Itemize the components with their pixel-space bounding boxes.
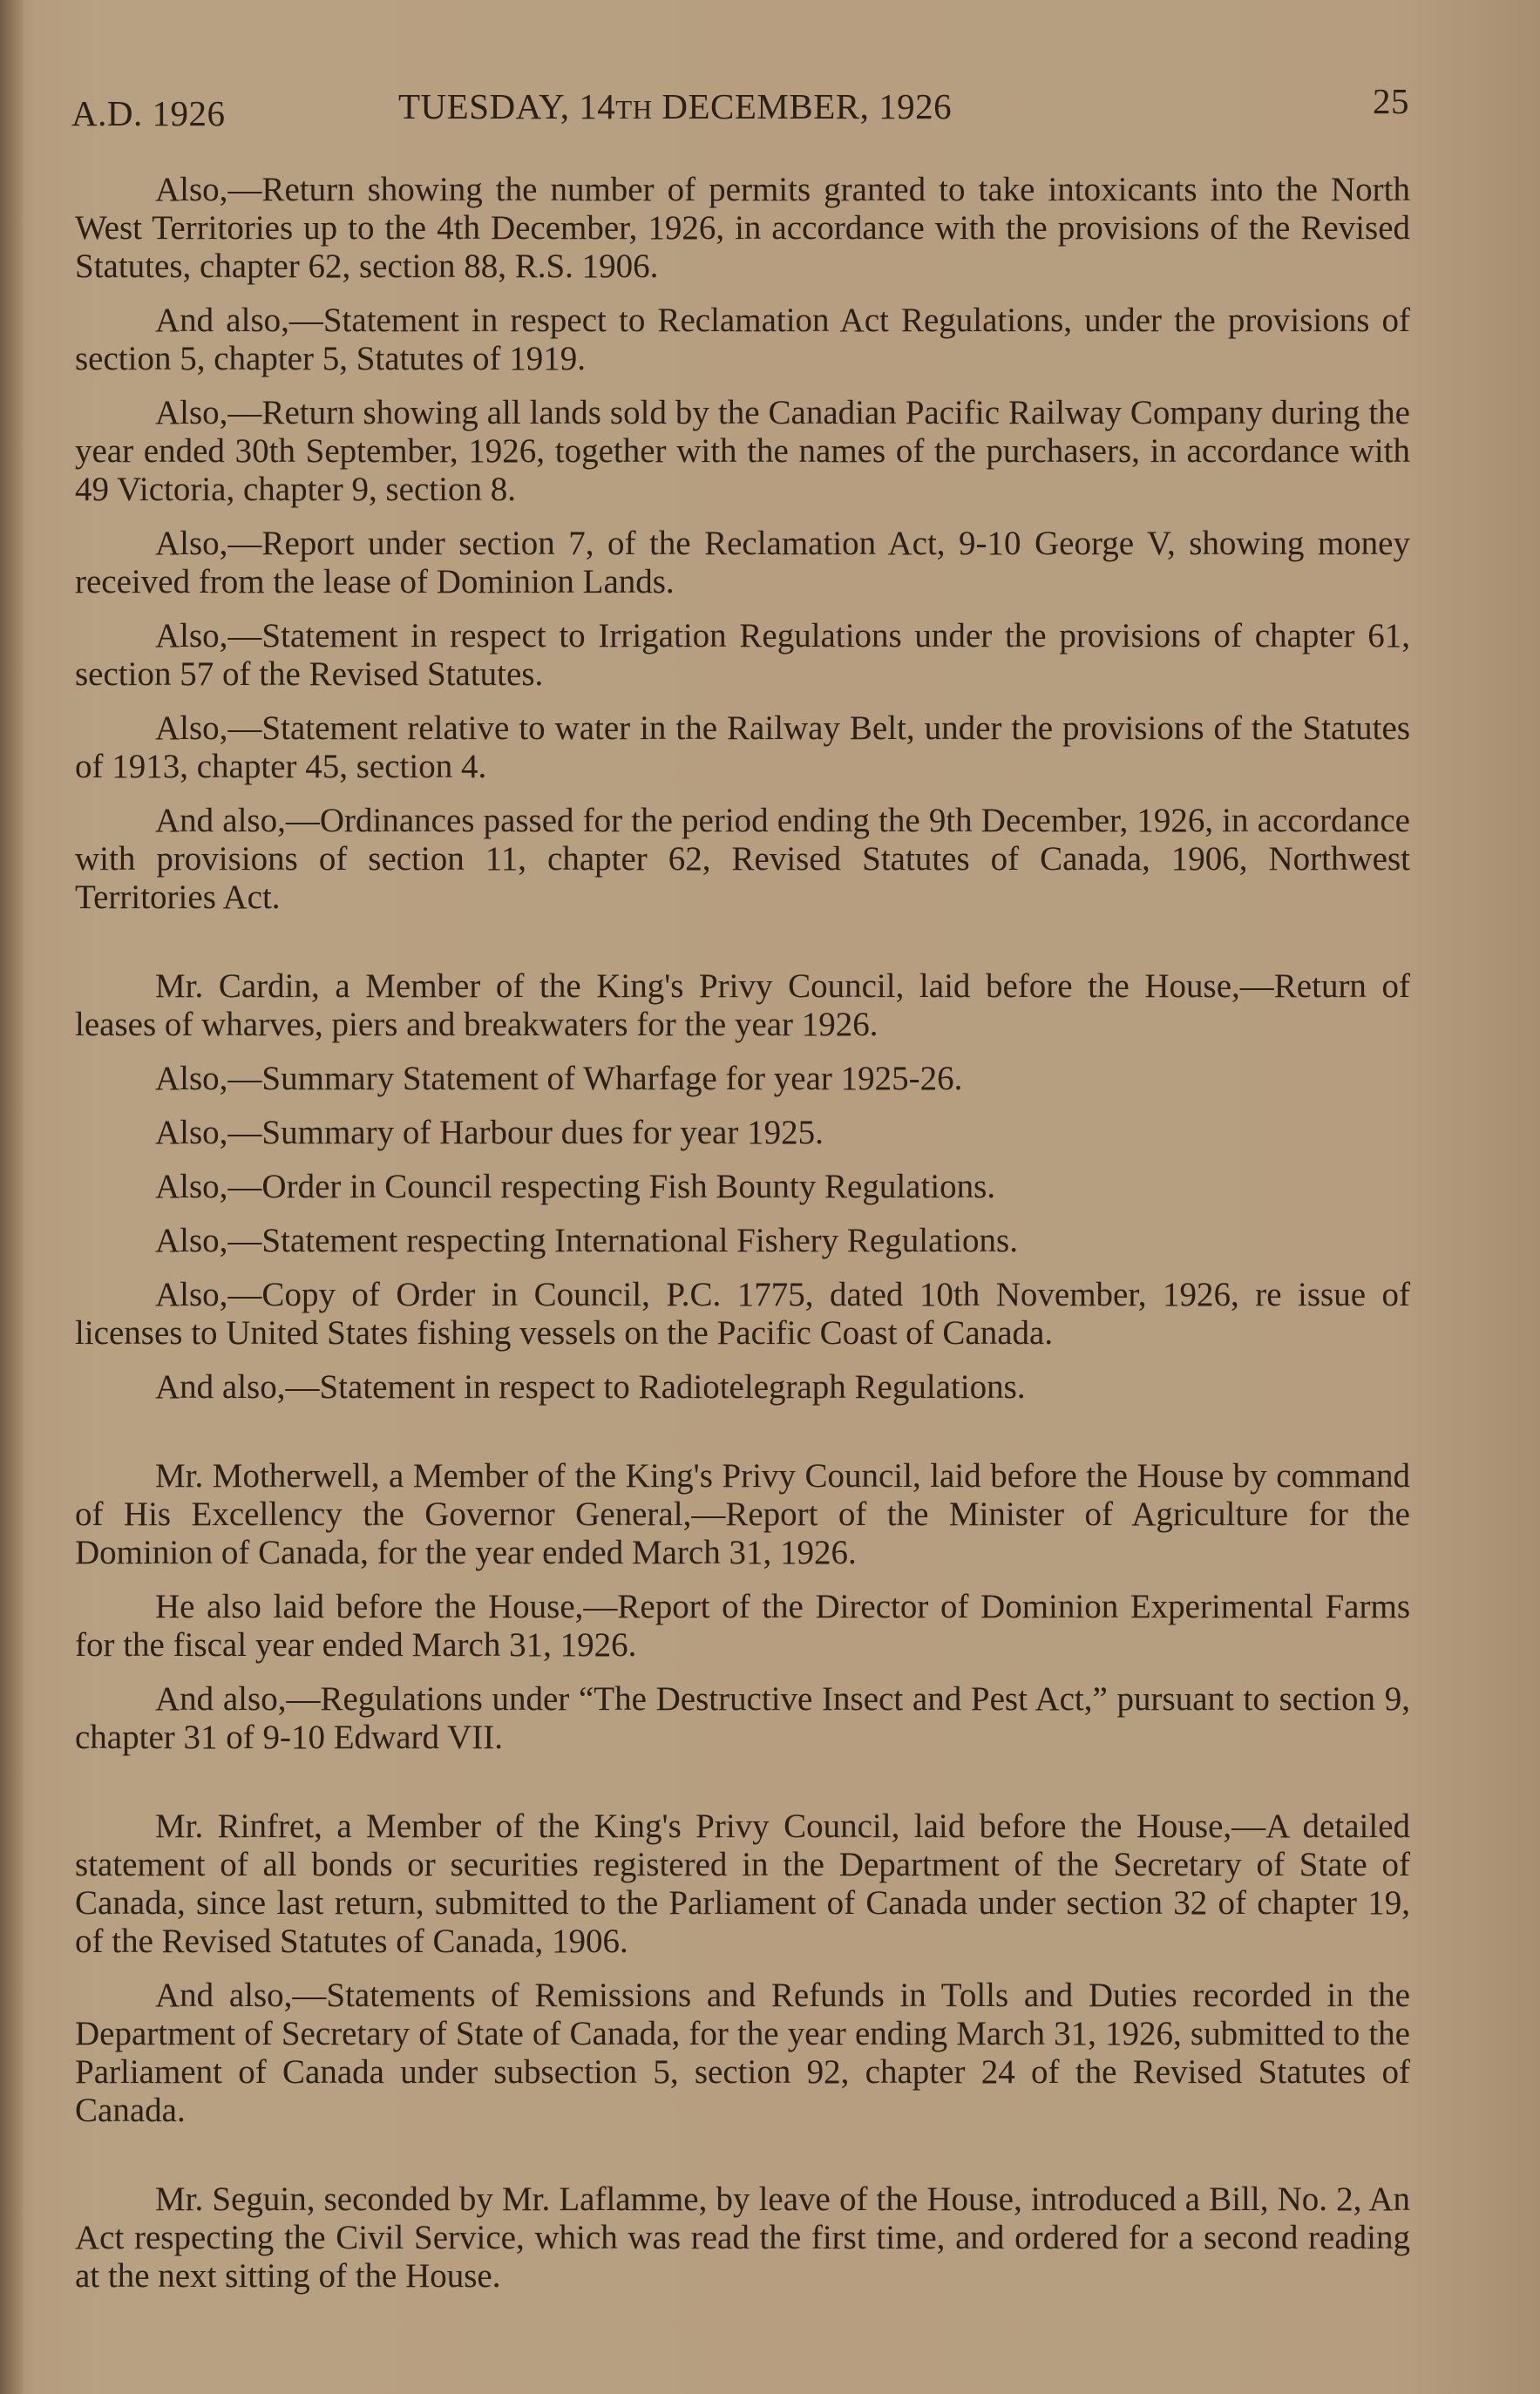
- paragraph: Also,—Statement in respect to Irrigation Regulations under the provisions of chapter 61, section 57 of the Revised Statutes.: [75, 617, 1410, 693]
- header-date-day: TUESDAY, 14: [398, 86, 616, 126]
- paragraph: He also laid before the House,—Report of the Director of Dominion Experimental Farms for the fiscal year ended March 31, 1926.: [75, 1588, 1410, 1664]
- paragraph: And also,—Statement in respect to Radiotelegraph Regulations.: [155, 1368, 1026, 1406]
- page-header: [71, 81, 1409, 138]
- block-seguin: [75, 2180, 1410, 2296]
- page-body: [75, 171, 1410, 2311]
- paragraph: And also,—Statement in respect to Reclamation Act Regulations, under the provisions of section 5, chapter 5, Statutes of 1919.: [75, 302, 1410, 377]
- paragraph: Mr. Rinfret, a Member of the King's Privy Council, laid before the House,—A detailed statement of all bonds or securities registered in the Department of the Secretary of State of Canada, since last return, submitted to the Parliament of Canada under section 32 of chapter 19, of the Revised Statutes of Canada, 1906.: [75, 1807, 1410, 1960]
- block-spacer: [75, 1773, 1410, 1807]
- header-date-month-year: DECEMBER, 1926: [652, 86, 953, 126]
- paragraph: Also,—Return showing all lands sold by the Canadian Pacific Railway Company during the year ended 30th September, 1926, together with the names of the purchasers, in accordance with 49 Victoria, chapter 9, section 8.: [75, 394, 1410, 508]
- block-spacer: [75, 2146, 1410, 2180]
- block-spacer: [75, 933, 1410, 967]
- page-number: 25: [1373, 81, 1409, 121]
- block-cardin: [75, 967, 1410, 1407]
- paragraph: And also,—Statements of Remissions and Refunds in Tolls and Duties recorded in the Department of Secretary of State of Canada, for the year ending March 31, 1926, submitted to the Parliament of Canada under subsection 5, section 92, chapter 24 of the Revised Statutes of Canada.: [75, 1977, 1410, 2129]
- paragraph: Also,—Report under section 7, of the Reclamation Act, 9-10 George V, showing money received from the lease of Dominion Lands.: [75, 525, 1410, 600]
- block-motherwell: [75, 1457, 1410, 1757]
- header-date-suffix: TH: [615, 94, 653, 125]
- paragraph: Also,—Summary of Harbour dues for year 1925.: [155, 1114, 824, 1151]
- paragraph: Also,—Order in Council respecting Fish Bounty Regulations.: [155, 1168, 996, 1205]
- block-returns: [75, 171, 1410, 917]
- paragraph: Also,—Summary Statement of Wharfage for year 1925-26.: [155, 1060, 963, 1097]
- paragraph: And also,—Regulations under “The Destructive Insect and Pest Act,” pursuant to section 9, chapter 31 of 9-10 Edward VII.: [75, 1680, 1410, 1756]
- paragraph: Mr. Seguin, seconded by Mr. Laflamme, by leave of the House, introduced a Bill, No. 2, An Act respecting the Civil Service, which was read the first time, and ordered for a second reading at the next sitting of the House.: [75, 2180, 1410, 2295]
- paragraph: And also,—Ordinances passed for the period ending the 9th December, 1926, in accordance with provisions of section 11, chapter 62, Revised Statutes of Canada, 1906, Northwest Territories Act.: [75, 802, 1410, 916]
- header-year: A.D. 1926: [71, 93, 226, 133]
- block-rinfret: [75, 1807, 1410, 2130]
- header-date: [398, 85, 952, 127]
- paragraph: Mr. Motherwell, a Member of the King's Privy Council, laid before the House by command of His Excellency the Governor General,—Report of the Minister of Agriculture for the Dominion of Canada, for the year ended March 31, 1926.: [75, 1457, 1410, 1571]
- paragraph: Also,—Return showing the number of permits granted to take intoxicants into the North West Territories up to the 4th December, 1926, in accordance with the provisions of the Revised Statutes, chapter 62, section 88, R.S. 1906.: [75, 171, 1410, 285]
- paragraph: Also,—Copy of Order in Council, P.C. 1775, dated 10th November, 1926, re issue of licenses to United States fishing vessels on the Pacific Coast of Canada.: [75, 1276, 1410, 1352]
- block-spacer: [75, 1422, 1410, 1457]
- book-spine-edge: [0, 0, 23, 2394]
- paragraph: Also,—Statement relative to water in the Railway Belt, under the provisions of the Statutes of 1913, chapter 45, section 4.: [75, 709, 1410, 785]
- paragraph: Mr. Cardin, a Member of the King's Privy Council, laid before the House,—Return of leases of wharves, piers and breakwaters for the year 1926.: [75, 967, 1410, 1043]
- paragraph: Also,—Statement respecting International Fishery Regulations.: [155, 1222, 1018, 1259]
